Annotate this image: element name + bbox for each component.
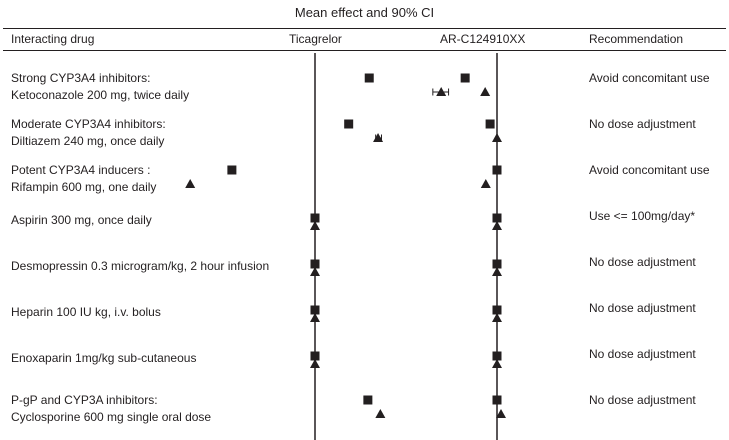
metabolite-triangle-marker [481, 179, 491, 188]
ticagrelor-square-marker [344, 120, 353, 129]
metabolite-square-marker [493, 166, 502, 175]
ticagrelor-square-marker [365, 74, 374, 83]
drug-label-line2: Rifampin 600 mg, one daily [11, 180, 157, 194]
drug-label-line1: Moderate CYP3A4 inhibitors: [11, 117, 166, 131]
metabolite-triangle-marker [492, 133, 502, 142]
chart-title: Mean effect and 90% CI [294, 5, 435, 20]
ticagrelor-triangle-marker [185, 179, 195, 188]
drug-label: Aspirin 300 mg, once daily [11, 213, 152, 227]
drug-label: Heparin 100 IU kg, i.v. bolus [11, 305, 161, 319]
drug-label: Desmopressin 0.3 microgram/kg, 2 hour infusion [11, 259, 270, 273]
header-ticagrelor: Ticagrelor [289, 32, 342, 46]
drug-label-line2: Ketoconazole 200 mg, twice daily [11, 88, 190, 102]
recommendation-text: Use <= 100mg/day* [589, 209, 696, 223]
recommendation-text: Avoid concomitant use [589, 163, 710, 177]
drug-label-line1: Strong CYP3A4 inhibitors: [11, 71, 151, 85]
metabolite-square-marker [493, 396, 502, 405]
metabolite-square-marker [486, 120, 495, 129]
drug-label-line2: Cyclosporine 600 mg single oral dose [11, 410, 212, 424]
drug-label-line1: Potent CYP3A4 inducers : [11, 163, 151, 177]
header-metabolite: AR-C124910XX [440, 32, 526, 46]
recommendation-text: No dose adjustment [589, 347, 696, 361]
ticagrelor-triangle-marker [375, 409, 385, 418]
recommendation-text: No dose adjustment [589, 255, 696, 269]
drug-label-line1: P-gP and CYP3A inhibitors: [11, 393, 158, 407]
metabolite-square-marker [461, 74, 470, 83]
recommendation-text: No dose adjustment [589, 393, 696, 407]
metabolite-triangle-marker [480, 87, 490, 96]
recommendation-text: No dose adjustment [589, 301, 696, 315]
header-recommendation: Recommendation [589, 32, 684, 46]
drug-label-line2: Diltiazem 240 mg, once daily [11, 134, 165, 148]
recommendation-text: No dose adjustment [589, 117, 696, 131]
recommendation-text: Avoid concomitant use [589, 71, 710, 85]
ticagrelor-square-marker [363, 396, 372, 405]
ticagrelor-square-marker [227, 166, 236, 175]
header-interacting-drug: Interacting drug [11, 32, 95, 46]
drug-label: Enoxaparin 1mg/kg sub-cutaneous [11, 351, 197, 365]
